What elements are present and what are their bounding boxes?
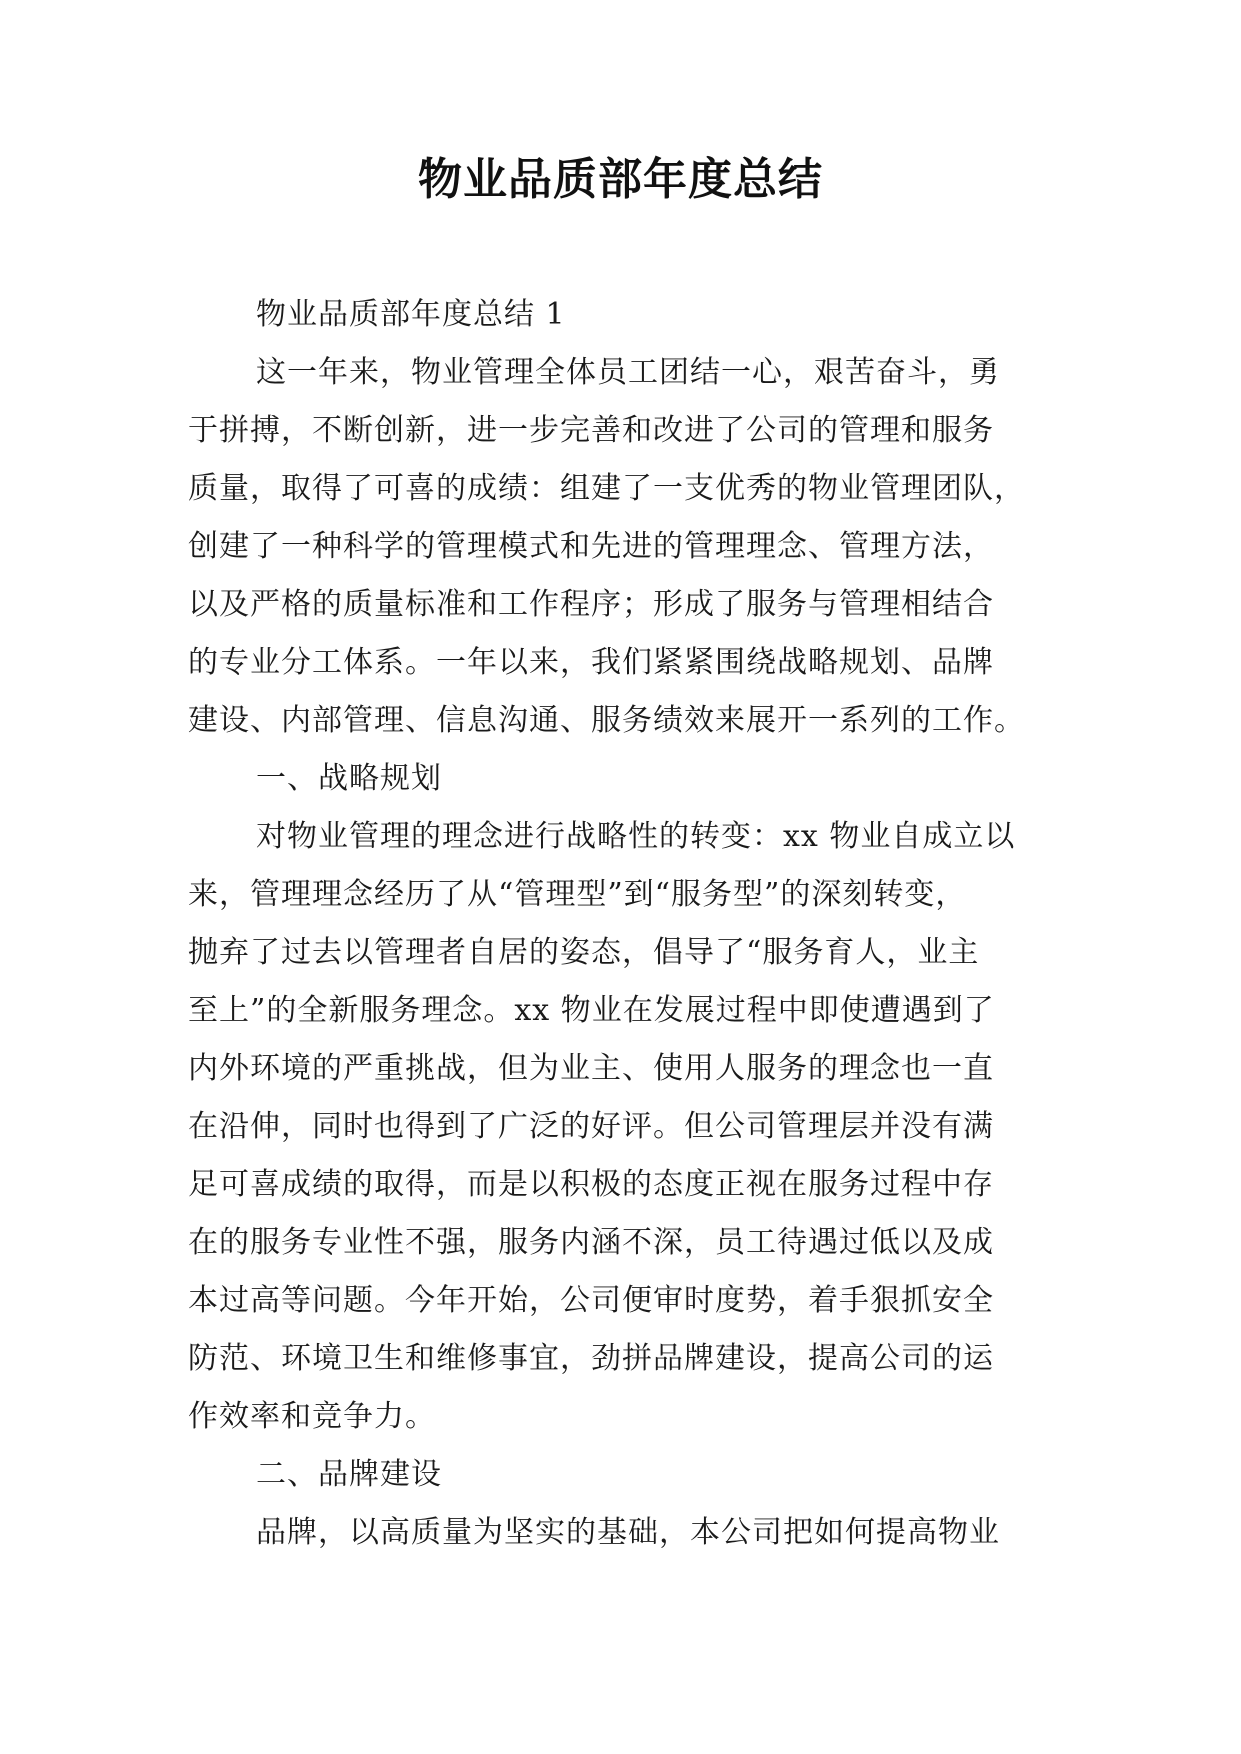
paragraph-line: 这一年来，物业管理全体员工团结一心，艰苦奋斗，勇 [256, 355, 1000, 390]
paragraph-line: 品牌，以高质量为坚实的基础，本公司把如何提高物业 [256, 1515, 1000, 1550]
paragraph-line: 建设、内部管理、信息沟通、服务绩效来展开一系列的工作。 [188, 703, 1025, 738]
paragraph-line: 至上”的全新服务理念。xx 物业在发展过程中即使遭遇到了 [188, 993, 995, 1028]
paragraph-line: 在的服务专业性不强，服务内涵不深，员工待遇过低以及成 [188, 1225, 994, 1260]
paragraph-line: 对物业管理的理念进行战略性的转变：xx 物业自成立以 [256, 819, 1016, 854]
paragraph-line: 于拼搏，不断创新，进一步完善和改进了公司的管理和服务 [188, 413, 994, 448]
section-heading: 二、品牌建设 [256, 1457, 442, 1492]
paragraph-line: 抛弃了过去以管理者自居的姿态，倡导了“服务育人，业主 [188, 935, 980, 970]
paragraph-line: 创建了一种科学的管理模式和先进的管理理念、管理方法， [188, 529, 994, 564]
paragraph-line: 以及严格的质量标准和工作程序；形成了服务与管理相结合 [188, 587, 994, 622]
paragraph-line: 在沿伸，同时也得到了广泛的好评。但公司管理层并没有满 [188, 1109, 994, 1144]
section-heading: 一、战略规划 [256, 761, 442, 796]
paragraph-line: 防范、环境卫生和维修事宜，劲拼品牌建设，提高公司的运 [188, 1341, 994, 1376]
paragraph-line: 内外环境的严重挑战，但为业主、使用人服务的理念也一直 [188, 1051, 994, 1086]
paragraph-line: 来，管理理念经历了从“管理型”到“服务型”的深刻转变， [188, 877, 967, 912]
paragraph-line: 足可喜成绩的取得，而是以积极的态度正视在服务过程中存 [188, 1167, 994, 1202]
paragraph-line: 质量，取得了可喜的成绩：组建了一支优秀的物业管理团队， [188, 471, 1025, 506]
paragraph-line: 作效率和竞争力。 [188, 1399, 436, 1434]
section-heading: 物业品质部年度总结 1 [256, 297, 566, 332]
paragraph-line: 本过高等问题。今年开始，公司便审时度势，着手狠抓安全 [188, 1283, 994, 1318]
document-body [188, 286, 1058, 1562]
document-title: 物业品质部年度总结 [418, 154, 823, 205]
paragraph-line: 的专业分工体系。一年以来，我们紧紧围绕战略规划、品牌 [188, 645, 994, 680]
